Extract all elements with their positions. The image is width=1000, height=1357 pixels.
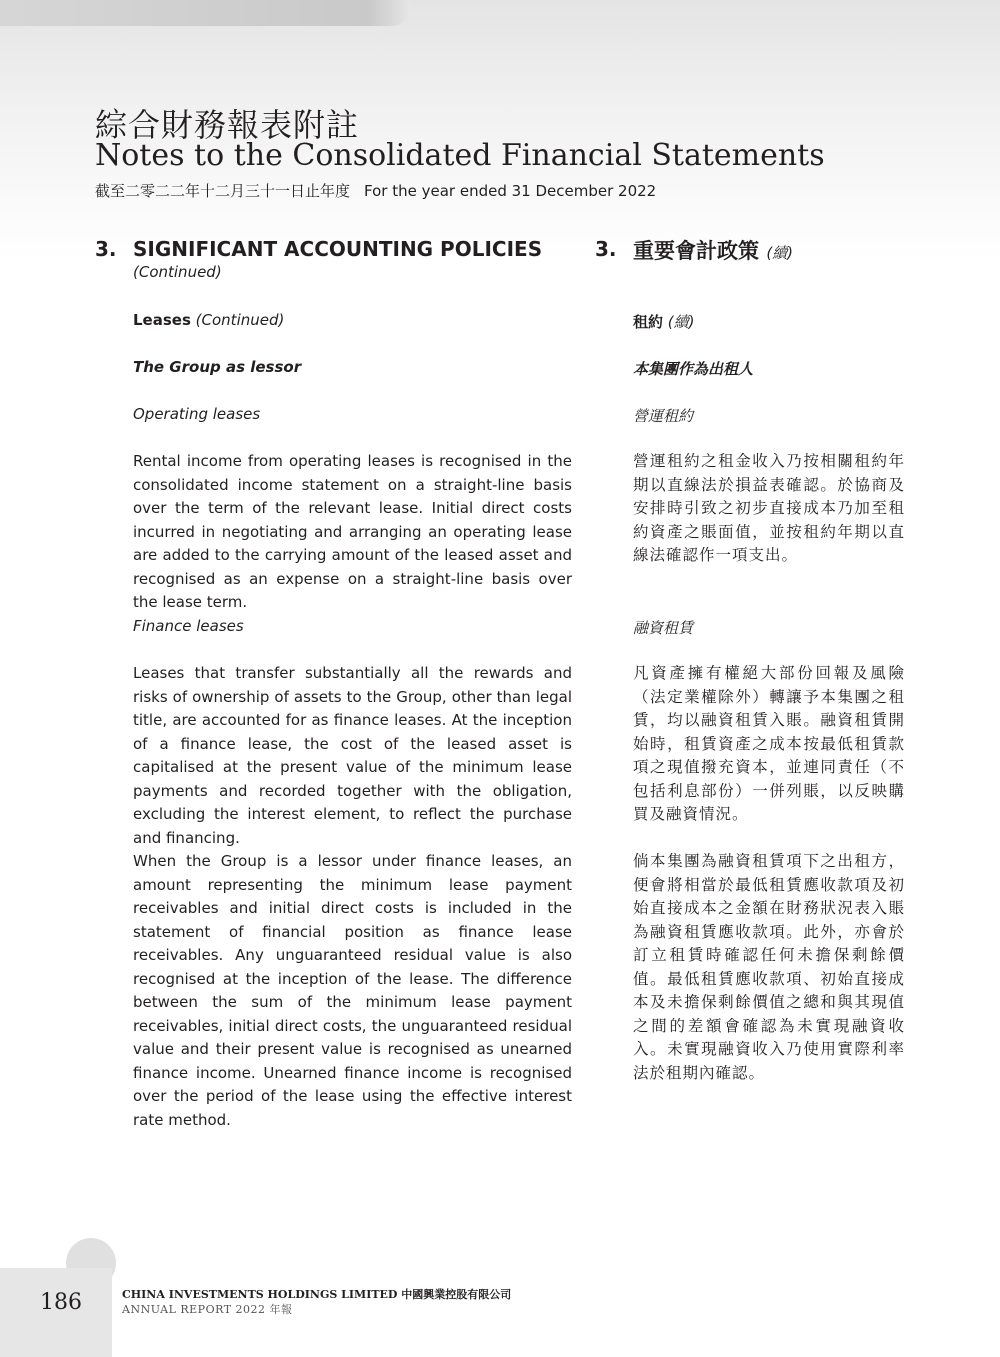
period-en: For the year ended 31 December 2022 bbox=[364, 182, 657, 200]
section-title-en: SIGNIFICANT ACCOUNTING POLICIES bbox=[133, 237, 543, 261]
operating-paragraph-en: Rental income from operating leases is recognised in the consolidated income statement on a straight-line basis over the term of the relevant lease. Initial direct costs incurred in negotiating and arranging an operating lease are added to the carrying amount of the leased asset and recognised as an expense on a straight-line basis over the lease term. bbox=[133, 452, 572, 611]
finance-paragraph-1-zh: 凡資產擁有權絕大部份回報及風險（法定業權除外）轉讓予本集團之租賃，均以融資租賃入賬。融資租賃開始時，租賃資產之成本按最低租賃款項之現值撥充資本，並連同責任（不包括利息部份）一併列賬，以反映購買及融資情況。 bbox=[633, 664, 905, 823]
section-number-zh: 3. bbox=[595, 237, 617, 261]
section-title-zh-text: 重要會計政策 bbox=[633, 239, 759, 263]
lessor-heading-en: The Group as lessor bbox=[133, 358, 302, 376]
operating-heading-en: Operating leases bbox=[133, 405, 261, 423]
leases-label-en: Leases bbox=[133, 311, 191, 329]
operating-paragraph-zh: 營運租約之租金收入乃按相關租約年期以直線法於損益表確認。於協商及安排時引致之初步直接成本乃加至租約資產之賬面值，並按租約年期以直線法確認作一項支出。 bbox=[633, 452, 905, 564]
period-zh: 截至二零二二年十二月三十一日止年度 bbox=[95, 182, 351, 200]
section-continued-zh: (續) bbox=[766, 244, 794, 262]
finance-paragraph-2-en: When the Group is a lessor under finance leases, an amount representing the minimum lease payment receivables and initial direct costs is included in the statement of financial position as finance lease receivables. Any unguaranteed residual value is also recognised at the inception of the lease. The difference between the sum of the minimum lease payment receivables, initial direct costs, the unguaranteed residual value and their present value is recognised as unearned finance income. Unearned finance income is recognised over the period of the lease using the effective interest rate method. bbox=[133, 852, 572, 1129]
footer-report: ANNUAL REPORT 2022 年報 bbox=[122, 1303, 293, 1316]
leases-heading-en bbox=[133, 311, 284, 329]
leases-label-zh: 租約 bbox=[633, 313, 664, 331]
footer-company: CHINA INVESTMENTS HOLDINGS LIMITED 中國興業控股有限公司 bbox=[122, 1288, 512, 1301]
header-accent-bar bbox=[0, 0, 410, 26]
page-title-en: Notes to the Consolidated Financial Statements bbox=[95, 138, 825, 173]
page-number: 186 bbox=[40, 1290, 82, 1315]
finance-paragraph-2-zh: 倘本集團為融資租賃項下之出租方，便會將相當於最低租賃應收款項及初始直接成本之金額在財務狀況表入賬為融資租賃應收款項。此外，亦會於訂立租賃時確認任何未擔保剩餘價值。最低租賃應收款項、初始直接成本及未擔保剩餘價值之總和與其現值之間的差額會確認為未實現融資收入。未實現融資收入乃使用實際利率法於租期內確認。 bbox=[633, 852, 905, 1082]
leases-continued-zh: (續) bbox=[667, 313, 695, 331]
section-continued-en: (Continued) bbox=[133, 263, 222, 281]
leases-continued-en: (Continued) bbox=[195, 311, 285, 329]
leases-heading-zh bbox=[633, 311, 695, 332]
lessor-heading-zh: 本集團作為出租人 bbox=[633, 360, 754, 378]
period-line bbox=[95, 180, 670, 201]
section-number-en: 3. bbox=[95, 237, 117, 261]
section-title-zh bbox=[633, 235, 793, 265]
page-title-zh: 綜合財務報表附註 bbox=[95, 106, 360, 144]
finance-heading-zh: 融資租賃 bbox=[633, 619, 694, 637]
finance-heading-en: Finance leases bbox=[133, 617, 244, 635]
operating-heading-zh: 營運租約 bbox=[633, 407, 694, 425]
finance-paragraph-1-en: Leases that transfer substantially all the rewards and risks of ownership of assets to the Group, other than legal title, are accounted for as finance leases. At the inception of a finance lease, the cost of the leased asset is capitalised at the present value of the minimum lease payments and recorded together with the obligation, excluding the interest element, to reflect the purchase and financing. bbox=[133, 664, 572, 847]
